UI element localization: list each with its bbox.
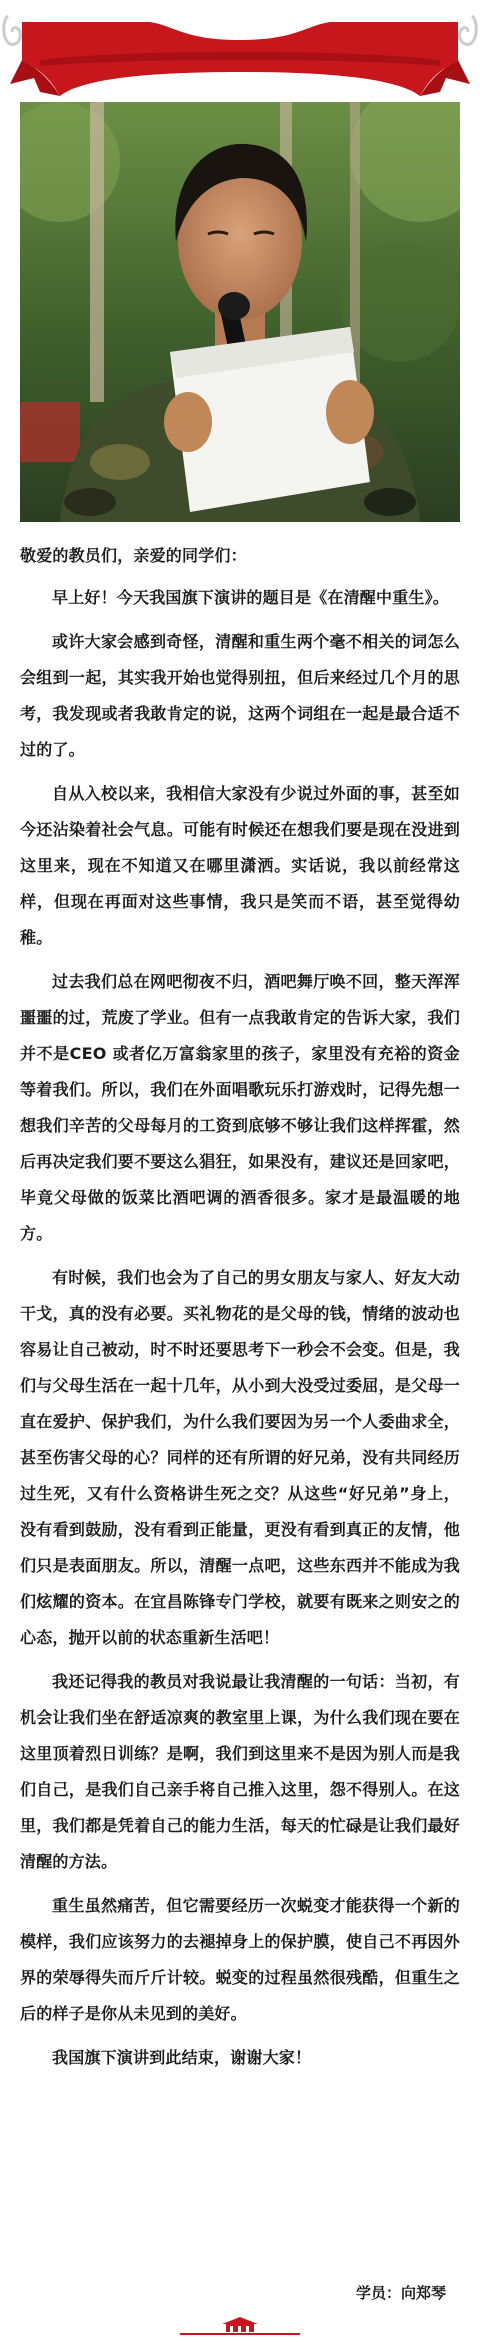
paragraph: 有时候，我们也会为了自己的男女朋友与家人、好友大动干戈，真的没有必要。买礼物花的是父母的钱，情绪的波动也容易让自己被动，时不时还要思考下一秒会不会变。但是，我们与父母生活在一起十几年，从小到大没受过委屈，是父母一直在爱护、保护我们，为什么我们要因为另一个人委曲求全，甚至伤害父母的心？同样的还有所谓的好兄弟，没有共同经历过生死，又有什么资格讲生死之交？从这些“好兄弟”身上，没有看到鼓励，没有看到正能量，更没有看到真正的友情，他们只是表面朋友。所以，清醒一点吧，这些东西并不能成为我们炫耀的资本。在宜昌陈锋专门学校，就要有既来之则安之的心态，抛开以前的状态重新生活吧！ <box>20 1268 460 1647</box>
paragraph: 我国旗下演讲到此结束，谢谢大家！ <box>52 2048 312 2067</box>
speaker-photo <box>20 102 460 522</box>
paragraph: 自从入校以来，我相信大家没有少说过外面的事，甚至如今还沾染着社会气息。可能有时候还在想我们要是现在没进到这里来，现在不知道又在哪里潇洒。实话说，我以前经常这样，但现在再面对这些事情，我只是笑而不语，甚至觉得幼稚。 <box>20 784 460 947</box>
ribbon-banner-graphic <box>0 0 480 100</box>
salutation: 敬爱的教员们，亲爱的同学们： <box>20 546 247 565</box>
paragraph: 我还记得我的教员对我说最让我清醒的一句话：当初，有机会让我们坐在舒适凉爽的教室里上课，为什么我们现在要在这里顶着烈日训练？是啊，我们到这里来不是因为别人而是我们自己，是我们自己亲手将自己推入这里，怨不得别人。在这里，我们都是凭着自己的能力生活，每天的忙碌是让我们最好清醒的方法。 <box>20 1672 460 1871</box>
footer-divider-graphic <box>0 2316 480 2338</box>
paragraph: 过去我们总在网吧彻夜不归，酒吧舞厅唤不回，整天浑浑噩噩的过，荒废了学业。但有一点我敢肯定的告诉大家，我们并不是CEO 或者亿万富翁家里的孩子，家里没有充裕的资金等着我们。所以，我们在外面唱歌玩乐打游戏时，记得先想一想我们辛苦的父母每月的工资到底够不够让我们这样挥霍，然后再决定我们要不要这么猖狂，如果没有，建议还是回家吧，毕竟父母做的饭菜比酒吧调的酒香很多。家才是最温暖的地方。 <box>20 972 460 1243</box>
speaker-photo-illustration <box>20 102 460 522</box>
paragraph: 早上好！今天我国旗下演讲的题目是《在清醒中重生》。 <box>52 588 450 607</box>
paragraph: 或许大家会感到奇怪，清醒和重生两个毫不相关的词怎么会组到一起，其实我开始也觉得别扭，但后来经过几个月的思考，我发现或者我敢肯定的说，这两个词组在一起是最合适不过的了。 <box>20 632 460 759</box>
paragraph: 重生虽然痛苦，但它需要经历一次蜕变才能获得一个新的模样，我们应该努力的去褪掉身上的保护膜，使自己不再因外界的荣辱得失而斤斤计较。蜕变的过程虽然很残酷，但重生之后的样子是你从未见到的美好。 <box>20 1896 460 2023</box>
footer-decoration <box>0 2316 480 2338</box>
header-banner <box>0 0 480 100</box>
speech-article <box>20 538 460 2084</box>
signature: 学员：向郑琴 <box>355 2284 446 2302</box>
